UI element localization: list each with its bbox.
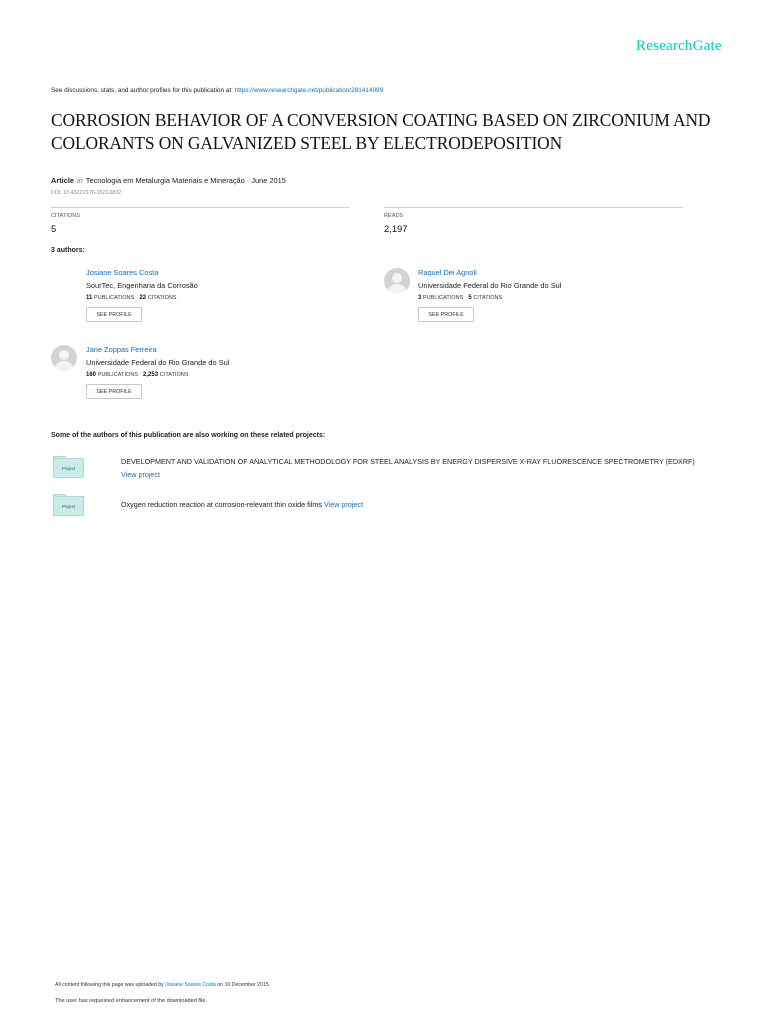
author-publications-label: PUBLICATIONS [97, 372, 139, 378]
author-card-1 [86, 268, 198, 322]
upload-note [55, 982, 270, 988]
publication-meta [51, 176, 286, 185]
author-citations-count: 5 [468, 295, 472, 301]
publication-url-link[interactable]: https://www.researchgate.net/publication/281414999 [234, 87, 384, 94]
view-project-link[interactable]: View project [121, 470, 161, 479]
project-icon-label: Project [61, 504, 76, 509]
author-name-link[interactable]: Raquel Dei Agnoli [418, 268, 477, 277]
author-publications-count: 11 [86, 295, 93, 301]
discussion-line [51, 87, 383, 94]
author-publications-label: PUBLICATIONS [423, 295, 464, 301]
author-citations-label: CITATIONS [147, 295, 177, 301]
citations-divider [51, 207, 350, 208]
discussion-prefix: See discussions, stats, and author profiles for this publication at: [51, 87, 235, 94]
see-profile-button[interactable]: SEE PROFILE [86, 384, 142, 399]
project-icon[interactable] [53, 456, 85, 483]
author-institution: Universidade Federal do Rio Grande do Sul [418, 281, 562, 290]
author-institution: Universidade Federal do Rio Grande do Sul [86, 358, 230, 367]
author-citations-count: 2,253 [143, 372, 159, 378]
author-citations-label: CITATIONS [159, 372, 189, 378]
see-profile-button[interactable]: SEE PROFILE [418, 307, 474, 322]
project-title: DEVELOPMENT AND VALIDATION OF ANALYTICAL METHODOLOGY FOR STEEL ANALYSIS BY ENERGY DISPERSIVE X-RAY FLUORESCENCE SPECTROMETRY (EDXRF) [121, 457, 695, 466]
project-icon[interactable] [53, 494, 85, 521]
author-name-link[interactable]: Jane Zoppas Ferreira [86, 345, 157, 354]
person-silhouette-icon [384, 268, 410, 294]
citations-value: 5 [51, 223, 57, 234]
in-word: in [77, 176, 83, 185]
author-avatar[interactable] [51, 345, 77, 371]
publication-title: CORROSION BEHAVIOR OF A CONVERSION COATING BASED ON ZIRCONIUM AND COLORANTS ON GALVANIZED STEEL BY ELECTRODEPOSITION [51, 110, 711, 153]
author-stats [86, 295, 198, 301]
author-institution: SourTec, Engenharia da Corrosão [86, 281, 198, 290]
enhancement-note: The user has requested enhancement of the downloaded file. [55, 998, 208, 1004]
reads-value: 2,197 [384, 223, 408, 234]
author-card-2 [418, 268, 561, 322]
publication-type: Article [51, 176, 75, 185]
author-stats [86, 372, 229, 378]
author-avatar[interactable] [384, 268, 410, 294]
upload-prefix: All content following this page was uploaded by [55, 982, 166, 988]
project-1-text [121, 455, 711, 481]
view-project-link[interactable]: View project [323, 500, 363, 509]
see-profile-button[interactable]: SEE PROFILE [86, 307, 142, 322]
author-stats [418, 295, 561, 301]
person-silhouette-icon [51, 345, 77, 371]
project-icon-label: Project [61, 466, 76, 471]
reads-label: READS [384, 213, 404, 219]
authors-label: 3 authors: [51, 247, 85, 254]
author-card-3 [86, 345, 229, 399]
upload-suffix: on 10 December 2015. [215, 982, 271, 988]
citations-label: CITATIONS [51, 213, 81, 219]
author-publications-count: 160 [86, 372, 97, 378]
author-publications-label: PUBLICATIONS [94, 295, 135, 301]
publication-doi: DOI: 10.4322/2176-1523.0832 [51, 190, 122, 196]
project-2-text [121, 498, 711, 511]
author-publications-count: 3 [418, 295, 422, 301]
uploader-link[interactable]: Josiane Soares Costa [165, 982, 216, 988]
author-citations-label: CITATIONS [473, 295, 503, 301]
publication-venue: Tecnologia em Metalurgia Materiais e Mineração · June 2015 [85, 176, 286, 185]
author-citations-count: 22 [139, 295, 147, 301]
researchgate-logo[interactable]: ResearchGate [636, 38, 722, 54]
project-title: Oxygen reduction reaction at corrosion-relevant thin oxide films [121, 500, 324, 509]
related-projects-label: Some of the authors of this publication are also working on these related projects: [51, 432, 326, 439]
reads-divider [384, 207, 683, 208]
author-name-link[interactable]: Josiane Soares Costa [86, 268, 159, 277]
